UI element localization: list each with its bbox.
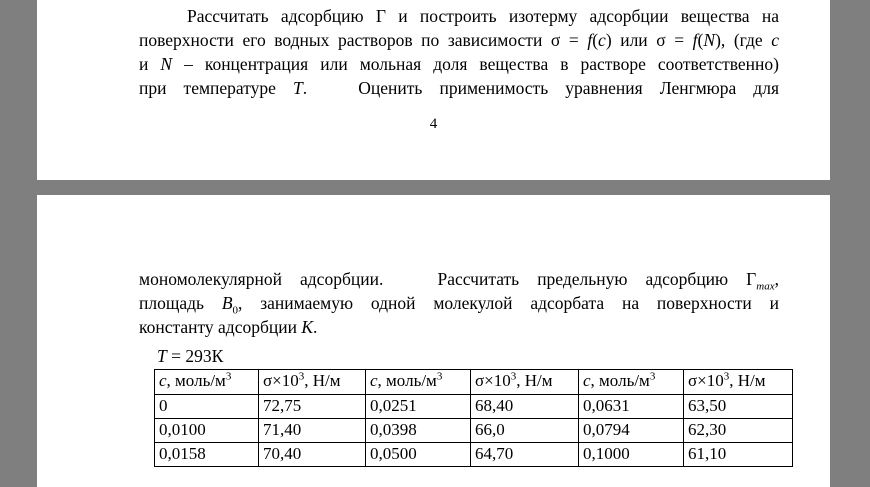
table-cell: 0,0500	[366, 443, 471, 467]
table-header-cell: c, моль/$м^3$	[366, 370, 471, 395]
document-page-bottom	[37, 195, 830, 487]
table-cell: 0,0631	[579, 395, 684, 419]
table-cell: 0,0100	[155, 419, 259, 443]
table-cell: 0	[155, 395, 259, 419]
paragraph-line-7: константу адсорбции K.	[139, 317, 318, 337]
table-cell: 61,10	[684, 443, 793, 467]
temperature-label: T = 293К	[157, 346, 224, 366]
table-cell: 62,30	[684, 419, 793, 443]
table-row	[155, 419, 793, 443]
table-header-cell: $\sigma\times 10^3$, Н/м	[259, 370, 366, 395]
page-number: 4	[429, 116, 438, 132]
table-cell: 72,75	[259, 395, 366, 419]
paragraph-line-3: и N – концентрация или мольная доля вещества в растворе соответственно)	[139, 54, 779, 74]
paragraph-line-5: мономолекулярной адсорбции. Рассчитать предельную адсорбцию $\Gamma_{max}$,	[139, 269, 779, 293]
table-header-cell: c, моль/$м^3$	[155, 370, 259, 395]
paragraph-line-1: Рассчитать адсорбцию Γ и построить изотерму адсорбции вещества на	[187, 6, 779, 26]
table-header-cell: $\sigma\times 10^3$, Н/м	[684, 370, 793, 395]
table-header-cell: $\sigma\times 10^3$, Н/м	[471, 370, 579, 395]
table-cell: 0,1000	[579, 443, 684, 467]
table-row	[155, 443, 793, 467]
data-table	[154, 369, 793, 467]
table-row	[155, 395, 793, 419]
table-cell: 64,70	[471, 443, 579, 467]
table-cell: 0,0398	[366, 419, 471, 443]
task-paragraph-bottom	[139, 267, 779, 339]
table-cell: 0,0794	[579, 419, 684, 443]
table-cell: 70,40	[259, 443, 366, 467]
table-cell: 71,40	[259, 419, 366, 443]
table-cell: 0,0158	[155, 443, 259, 467]
table-cell: 66,0	[471, 419, 579, 443]
paragraph-line-6: площадь $B_0$, занимаемую одной молекулой адсорбата на поверхности и	[139, 293, 779, 317]
paragraph-line-2: поверхности его водных растворов по зависимости σ = f(c) или σ = f(N), (где c	[139, 30, 779, 50]
paragraph-line-4: при температуре T. Оценить применимость уравнения Ленгмюра для	[139, 78, 779, 98]
document-page-top	[37, 0, 830, 180]
table-cell: 0,0251	[366, 395, 471, 419]
table-header-cell: c, моль/$м^3$	[579, 370, 684, 395]
table-header-row	[155, 370, 793, 395]
task-paragraph-top	[139, 4, 779, 100]
table-cell: 63,50	[684, 395, 793, 419]
table-cell: 68,40	[471, 395, 579, 419]
